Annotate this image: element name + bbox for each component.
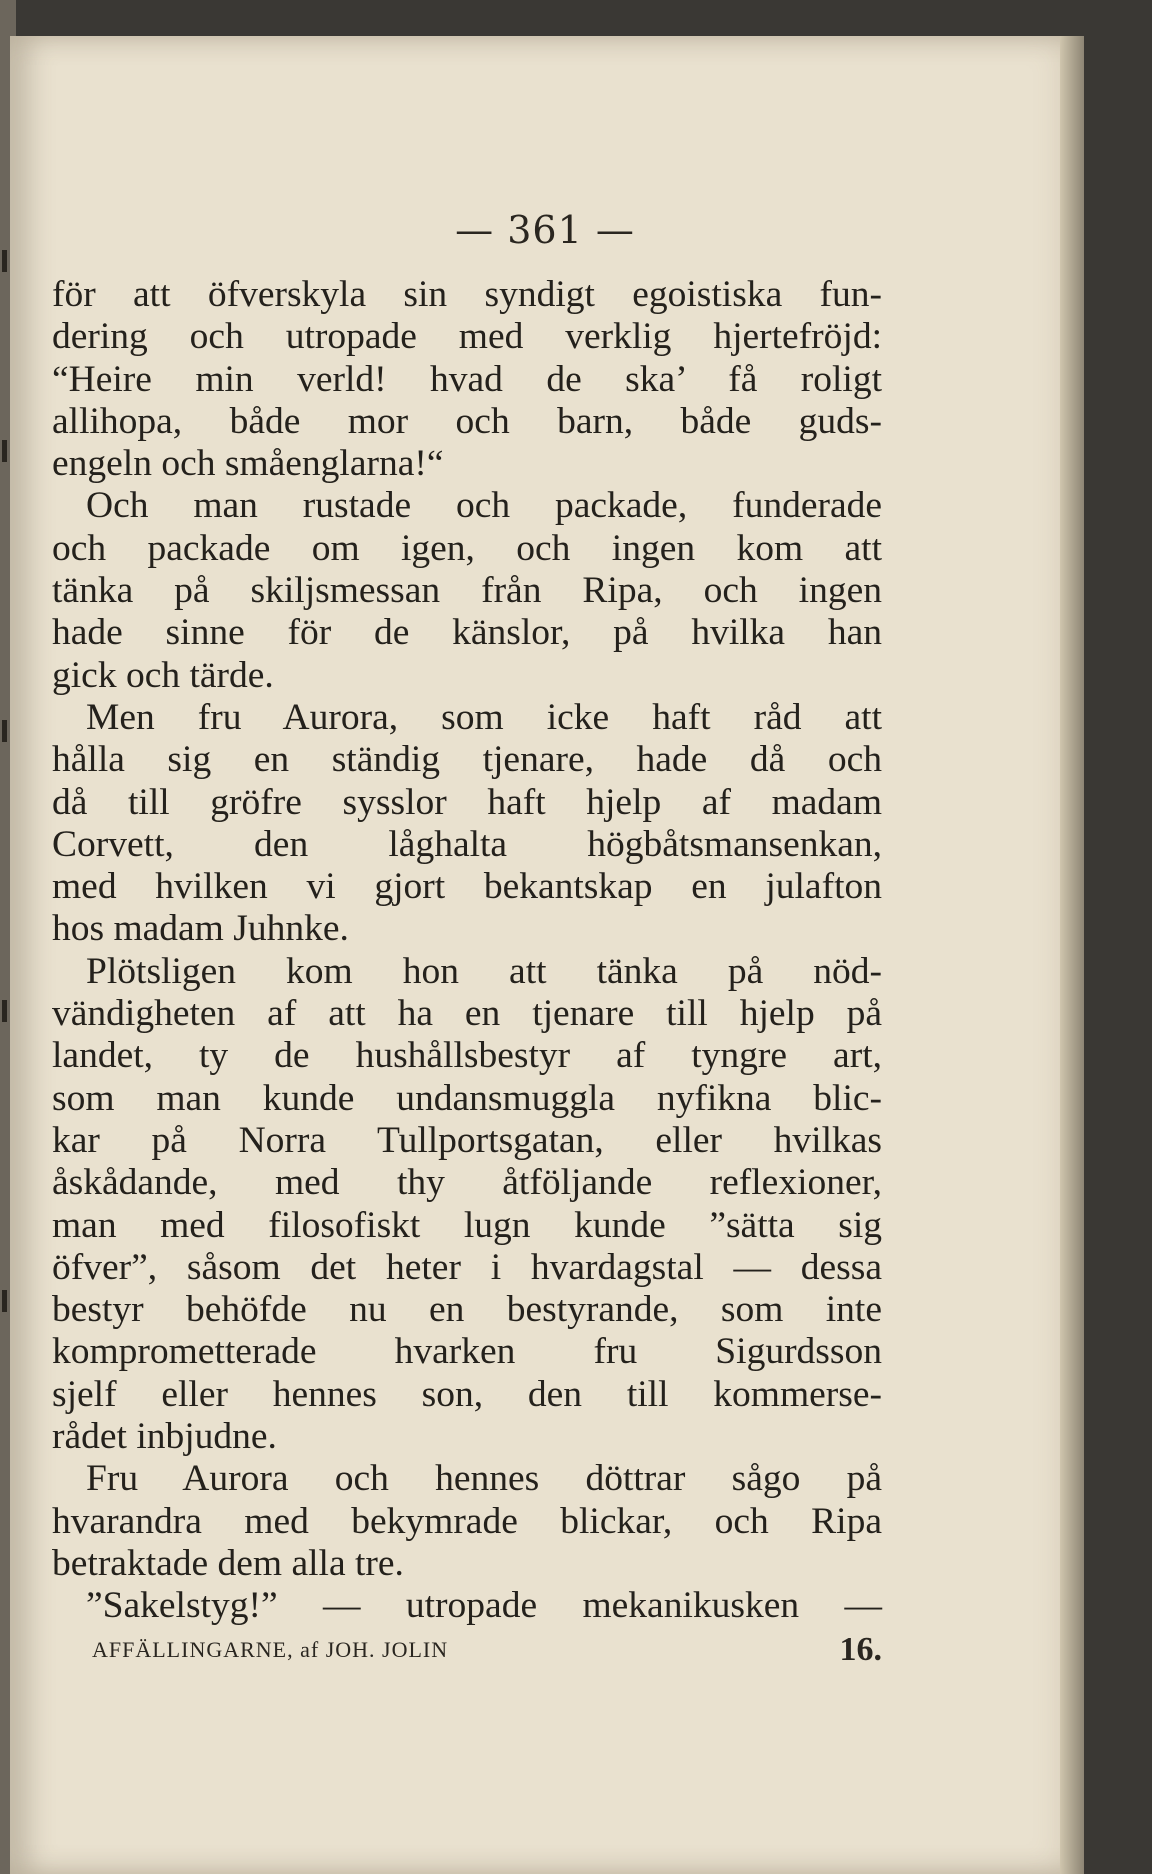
text-line: åskådande, med thy åtföljande reflexioner, xyxy=(52,1162,882,1204)
text-line: öfver”, såsom det heter i hvardagstal — dessa xyxy=(52,1246,882,1288)
margin-mark xyxy=(2,1000,7,1022)
text-line: hålla sig en ständig tjenare, hade då och xyxy=(52,739,882,781)
text-line: man med filosofiskt lugn kunde ”sätta sig xyxy=(52,1204,882,1246)
text-line: bestyr behöfde nu en bestyrande, som inte xyxy=(52,1289,882,1331)
text-line: och packade om igen, och ingen kom att xyxy=(52,527,882,569)
text-line: hade sinne för de känslor, på hvilka han xyxy=(52,612,882,654)
text-line: “Heire min verld! hvad de ska’ få roligt xyxy=(52,358,882,400)
margin-mark xyxy=(2,1290,7,1312)
sheet-mark: 16. xyxy=(839,1631,882,1668)
text-line: sjelf eller hennes son, den till kommerse- xyxy=(52,1373,882,1415)
text-line: kar på Norra Tullportsgatan, eller hvilkas xyxy=(52,1119,882,1161)
text-line: Men fru Aurora, som icke haft råd att xyxy=(86,696,882,738)
text-line: betraktade dem alla tre. xyxy=(52,1542,404,1584)
text-line: hvarandra med bekymrade blickar, och Ripa xyxy=(52,1500,882,1542)
text-line: vändigheten af att ha en tjenare till hjelp på xyxy=(52,993,882,1035)
text-line: Corvett, den låghalta högbåtsmansenkan, xyxy=(52,823,882,865)
text-line: med hvilken vi gjort bekantskap en julafton xyxy=(52,866,882,908)
text-line: för att öfverskyla sin syndigt egoistiska fun- xyxy=(52,274,882,315)
text-line: gick och tärde. xyxy=(52,654,274,696)
text-line: tänka på skiljsmessan från Ripa, och ingen xyxy=(52,570,882,612)
footer-signature: AFFÄLLINGARNE, af JOH. JOLIN xyxy=(92,1637,449,1662)
page-number: — 361 — xyxy=(455,208,635,252)
margin-mark xyxy=(2,440,7,462)
text-line: dering och utropade med verklig hjertefröjd: xyxy=(52,316,882,358)
page-body-text xyxy=(52,274,882,1628)
page-edge-shadow xyxy=(1060,36,1084,1874)
text-line: hos madam Juhnke. xyxy=(52,908,349,950)
text-line: landet, ty de hushållsbestyr af tyngre art, xyxy=(52,1035,882,1077)
text-line: allihopa, både mor och barn, både guds- xyxy=(52,400,882,442)
text-line: som man kunde undansmuggla nyfikna blic- xyxy=(52,1077,882,1119)
text-line: komprometterade hvarken fru Sigurdsson xyxy=(52,1331,882,1373)
page-footer xyxy=(92,1631,882,1668)
margin-mark xyxy=(2,720,7,742)
text-line: Fru Aurora och hennes döttrar sågo på xyxy=(86,1458,882,1500)
margin-mark xyxy=(2,250,7,272)
text-line: då till gröfre sysslor haft hjelp af madam xyxy=(52,781,882,823)
text-line: ”Sakelstyg!” — utropade mekanikusken — xyxy=(86,1585,882,1627)
text-line: Plötsligen kom hon att tänka på nöd- xyxy=(86,950,882,992)
text-line: Och man rustade och packade, funderade xyxy=(86,485,882,527)
book-page xyxy=(10,36,1080,1874)
text-line: engeln och småenglarna!“ xyxy=(52,443,444,485)
text-line: rådet inbjudne. xyxy=(52,1416,277,1458)
